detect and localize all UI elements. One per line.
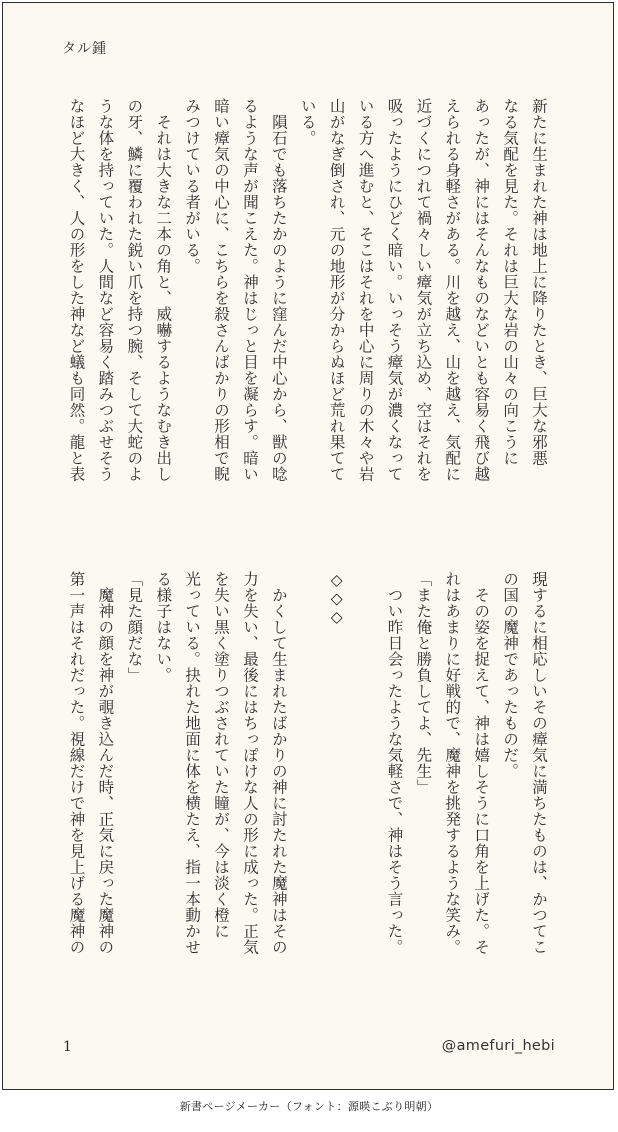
page-title: タル鍾: [62, 41, 107, 57]
text-block-bottom: 現するに相応しいその瘴気に満ちたものは、かつてこ の国の魔神であったものだ。 その姿を捉えて、神は嬉しそうに口角を上げた。そ れはあまりに好戦的で、魔神を挑発するような笑み。 「また俺と勝負してよ、先生」 つい昨日会ったような気軽さで、神はそう言った。 ◇◇◇ かくして生まれたばかりの神に討たれた魔神はその 力を失い、最後にはちっぽけな人の形に成った。正気 を失い黒く塗りつぶされていた瞳が、今は淡く橙に 光っている。抉れた地面に体を横たえ、指一本動かせ る様子はない。 「見た顔だな」 魔神の顔を神が覗き込んだ時、正気に戻った魔神の 第一声はそれだった。視線だけで神を見上げる魔神の: [67, 571, 548, 955]
generator-caption: 新書ページメーカー（フォント：源暎こぶり明朝）: [179, 1100, 439, 1113]
page-number: 1: [63, 1039, 72, 1055]
author-handle: @amefuri_hebi: [441, 1038, 555, 1054]
book-page: [2, 2, 614, 1090]
text-block-top: 新たに生まれた神は地上に降りたとき、巨大な邪悪 なる気配を見た。それは巨大な岩の山々の向こうに あったが、神にはそんなものなどいとも容易く飛び越 えられる身軽さがある。川を越え、山を越え、気配に 近づくにつれて禍々しい瘴気が立ち込め、空はそれを 吸ったようにひどく暗い。いっそう瘴気が濃くなって いる方へ進むと、そこはそれを中心に周りの木々や岩 山がなぎ倒され、元の地形が分からぬほど荒れ果てて いる。 隕石でも落ちたかのように窪んだ中心から、獣の唸 るような声が聞こえた。神はじっと目を凝らす。暗い 暗い瘴気の中心に、こちらを殺さんばかりの形相で睨 みつけている者がいる。 それは大きな二本の角と、威嚇するようなむき出し の牙、鱗に覆われた鋭い爪を持つ腕、そして大蛇のよ うな体を持っていた。人間など容易く踏みつぶせそう なほど大きく、人の形をした神など蟻も同然。龍と表: [67, 98, 548, 482]
